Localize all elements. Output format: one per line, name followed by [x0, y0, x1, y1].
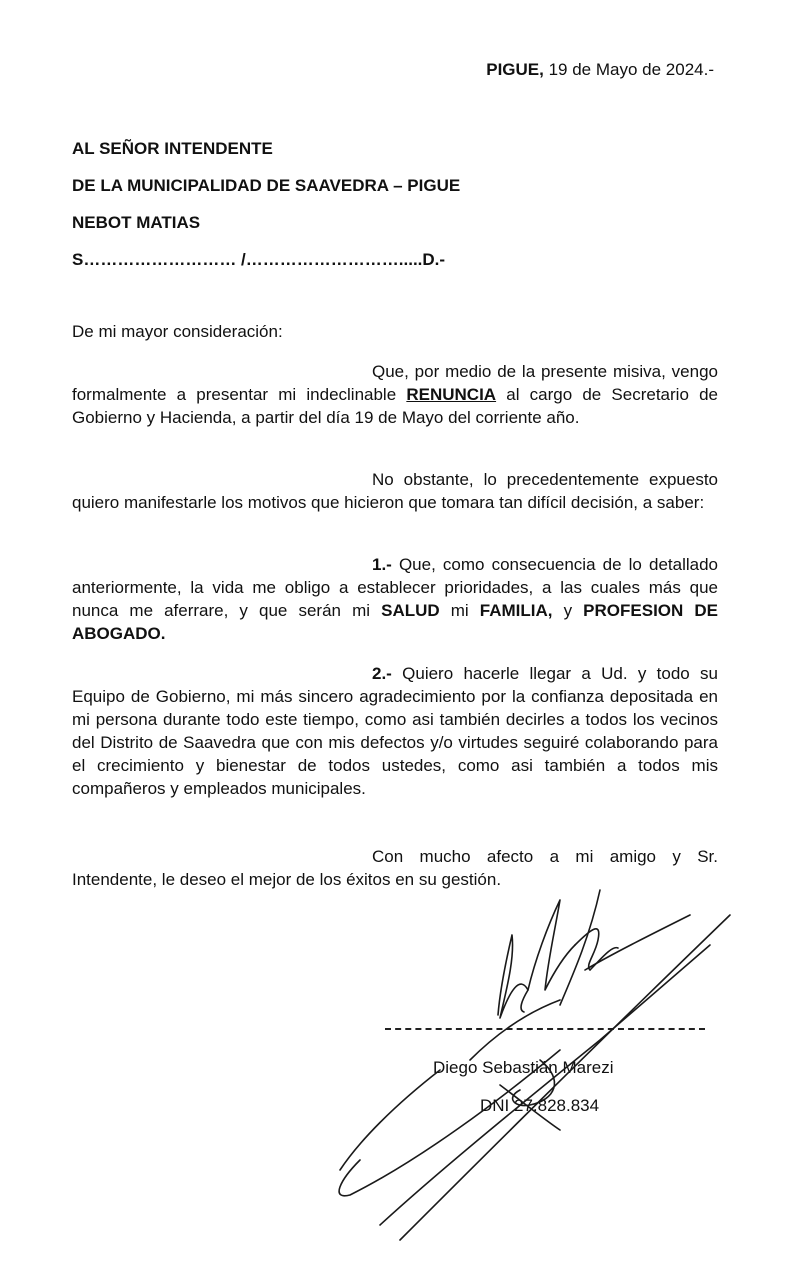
paragraph-reasons-intro: No obstante, lo precedentemente expuesto quiero manifestarle los motivos que hicieron que tomara tan difícil decisión, a saber:: [72, 470, 718, 512]
text-span: y: [552, 601, 584, 620]
city: PIGUE,: [486, 60, 544, 79]
signature-line: [385, 1028, 705, 1030]
reason-number: 2.-: [372, 664, 392, 683]
text-span: Que, como consecuencia de lo detallado anteriormente, la vida me obligo a establecer prioridades, a las cuales más que nunca me aferrare, y que serán mi: [72, 555, 718, 620]
text-span: al cargo de Secretario de Gobierno y Hacienda, a partir del día 19 de Mayo del corriente año.: [72, 385, 718, 427]
date-line: [486, 60, 714, 80]
renuncia-emphasis: RENUNCIA: [406, 385, 497, 404]
familia-emphasis: FAMILIA,: [479, 601, 553, 620]
profesion-emphasis: PROFESION DE ABOGADO.: [72, 601, 718, 643]
address-line-1: AL SEÑOR INTENDENTE: [72, 139, 273, 158]
text-span: Que, por medio de la presente misiva, vengo formalmente a presentar mi indeclinable: [72, 362, 718, 404]
date: 19 de Mayo de 2024.-: [543, 60, 714, 79]
reason-number: 1.-: [372, 555, 392, 574]
paragraph-reason-2: [72, 662, 718, 800]
signer-dni: DNI 27.828.834: [480, 1096, 600, 1115]
recipient-address: [72, 130, 460, 278]
paragraph-resignation: [72, 360, 718, 429]
address-line-2: DE LA MUNICIPALIDAD DE SAAVEDRA – PIGUE: [72, 176, 461, 195]
address-line-3: NEBOT MATIAS: [72, 213, 201, 232]
greeting: De mi mayor consideración:: [72, 322, 283, 341]
address-line-4: S……………………… /……………………….....D.-: [72, 250, 446, 269]
text-span: Quiero hacerle llegar a Ud. y todo su Equipo de Gobierno, mi más sincero agradecimiento por la confianza depositada en mi persona durante todo este tiempo, como asi también decirles a todos los vecinos del Distrito de Saavedra que con mis defectos y/o virtudes seguiré colaborando para el crecimiento y bienestar de todos ustedes, como asi también a todos mis compañeros y empleados municipales.: [72, 664, 718, 798]
paragraph-reason-1: [72, 553, 718, 645]
paragraph-closing: Con mucho afecto a mi amigo y Sr. Intendente, le deseo el mejor de los éxitos en su gestión.: [72, 847, 718, 889]
salud-emphasis: SALUD: [381, 601, 440, 620]
text-span: mi: [439, 601, 480, 620]
signer-name: Diego Sebastián Marezi: [433, 1058, 614, 1077]
